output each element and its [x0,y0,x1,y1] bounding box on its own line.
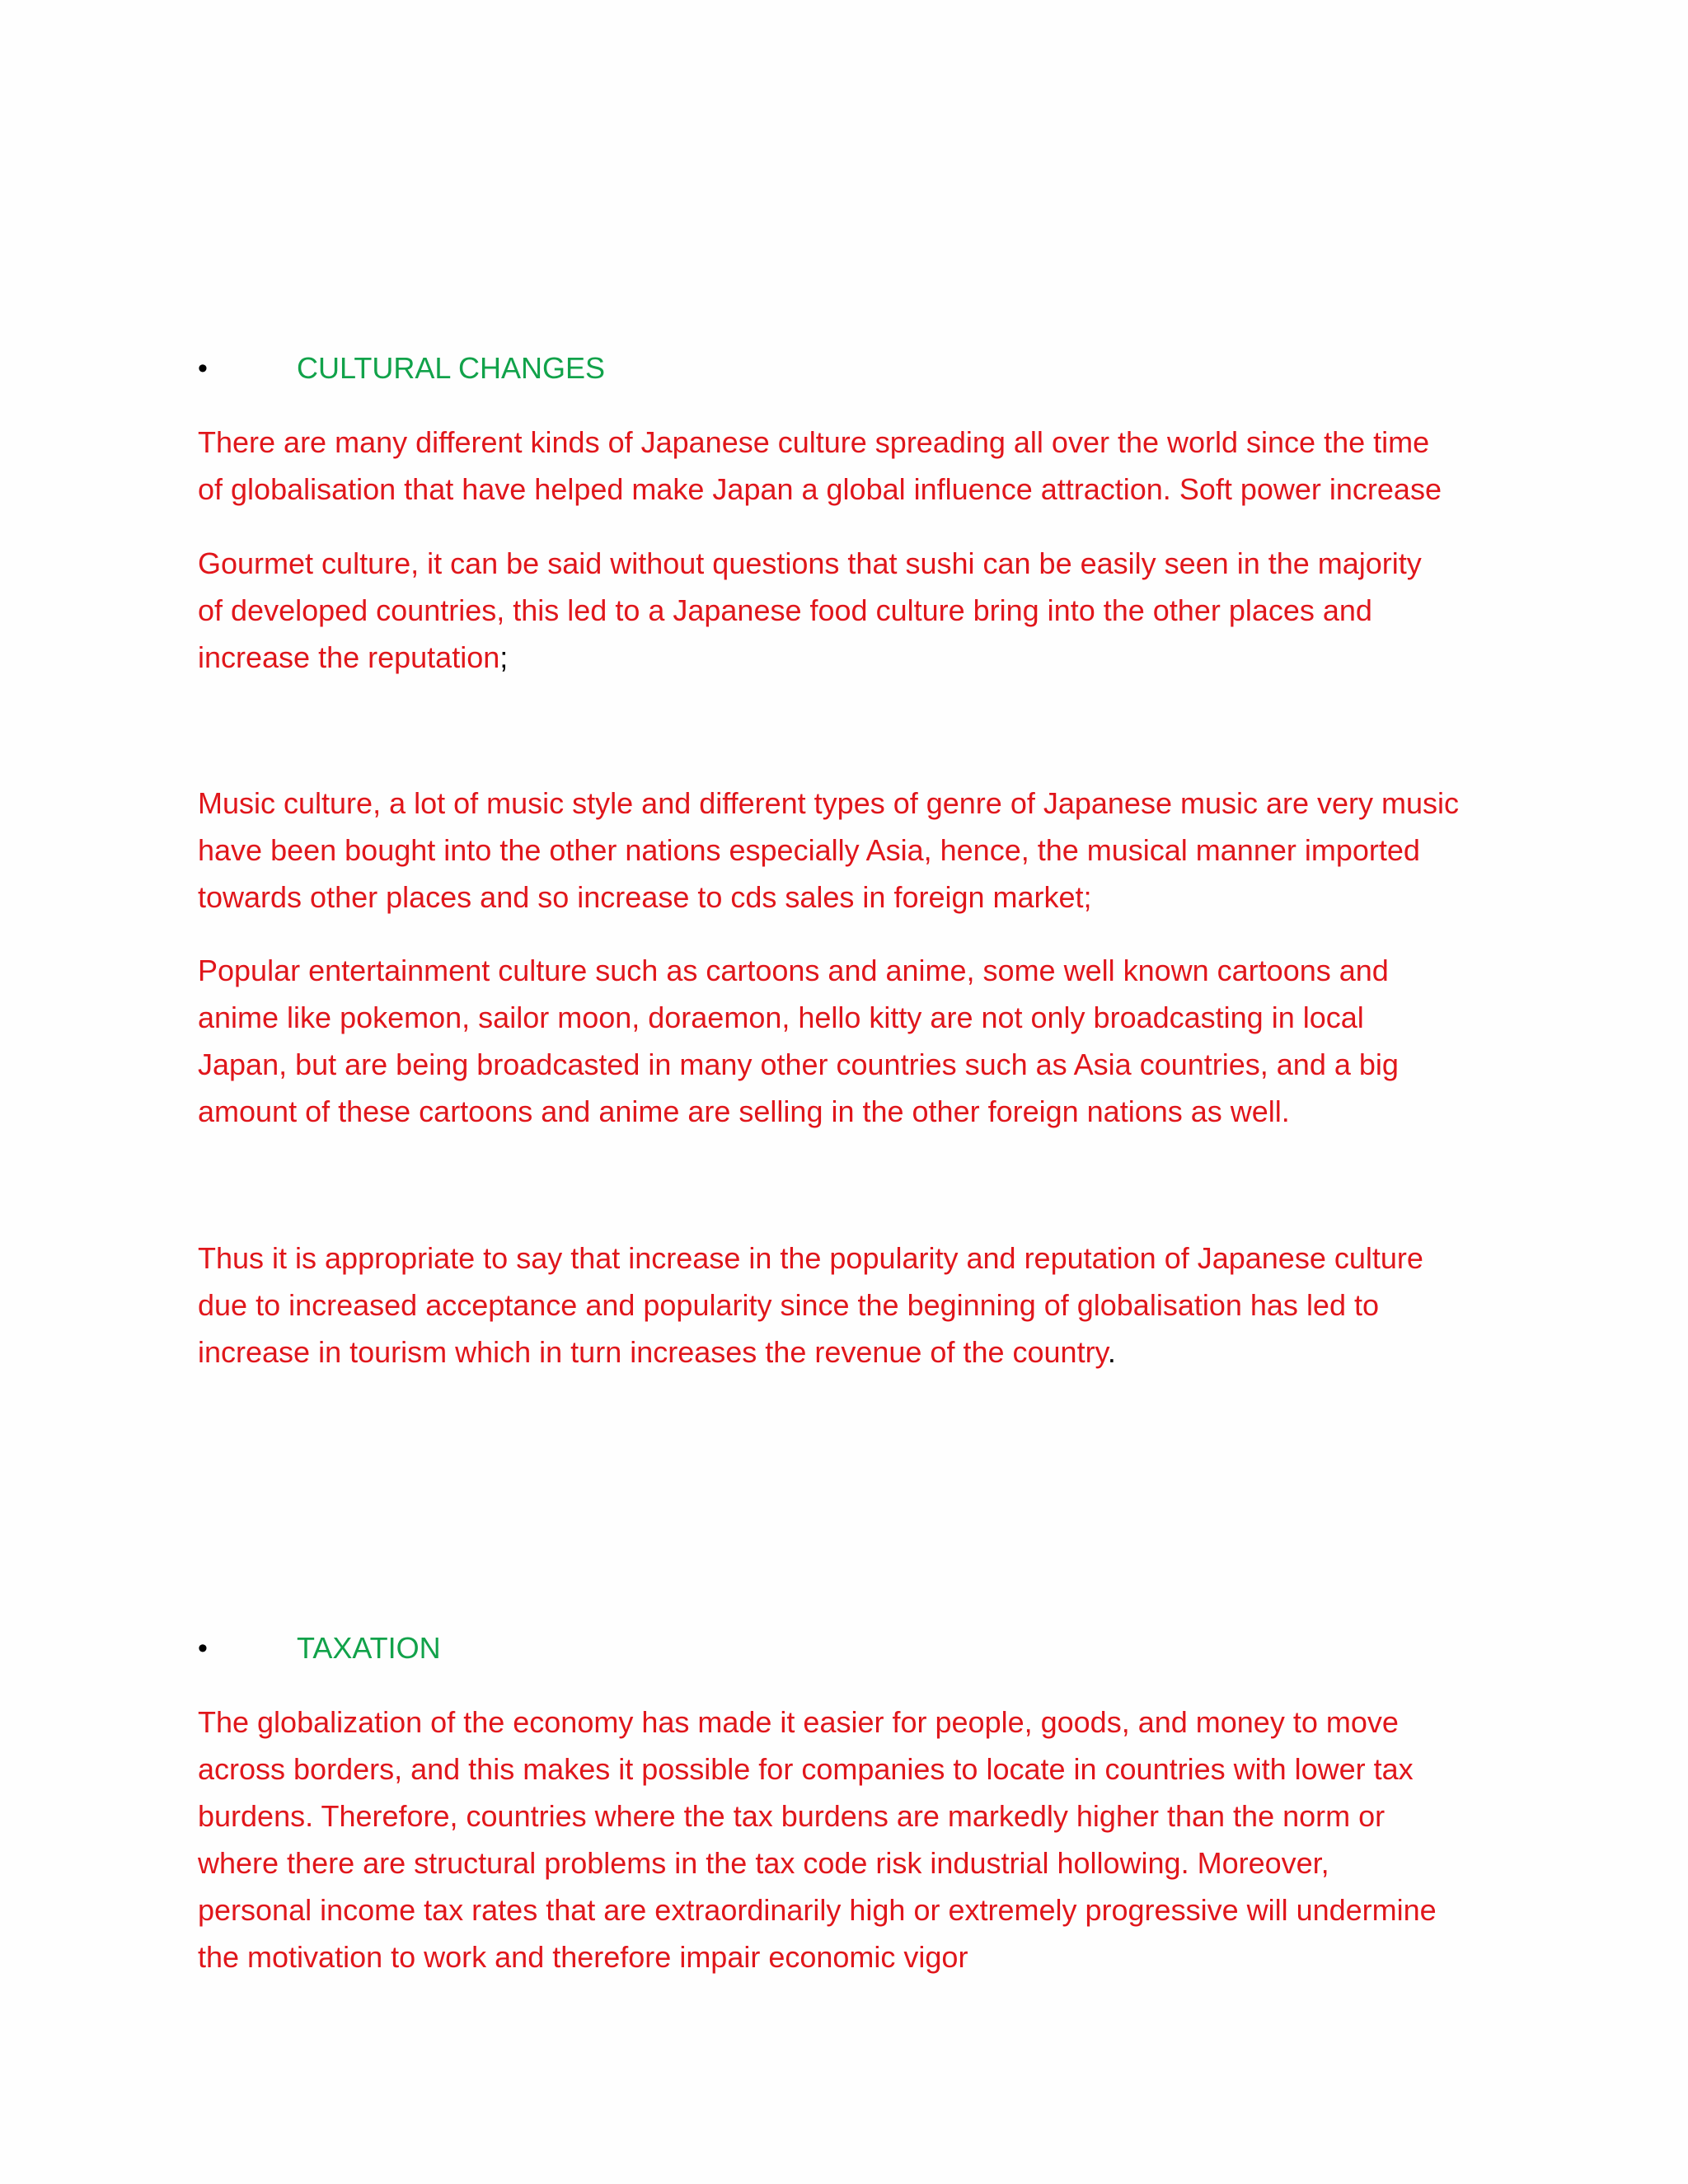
text-line: Popular entertainment culture such as cartoons and anime, some well known cartoons and [198,954,1389,987]
heading-text: TAXATION [297,1631,441,1665]
text-line: Gourmet culture, it can be said without questions that sushi can be easily seen in the majority [198,546,1422,580]
punctuation: ; [499,640,509,674]
paragraph-taxation [198,1699,1517,1980]
punctuation: . [1107,1335,1116,1369]
text-segment: increase the reputation [198,640,500,674]
text-line: have been bought into the other nations especially Asia, hence, the musical manner imported [198,833,1420,867]
paragraph-entertainment-culture [198,947,1517,1135]
paragraph-intro [198,419,1517,513]
text-line: of developed countries, this led to a Japanese food culture bring into the other places and [198,593,1372,627]
text-line: amount of these cartoons and anime are selling in the other foreign nations as well. [198,1094,1290,1128]
text-line: Thus it is appropriate to say that increase in the popularity and reputation of Japanese culture [198,1241,1423,1275]
text-line: personal income tax rates that are extraordinarily high or extremely progressive will undermine [198,1893,1437,1927]
bullet-icon: • [198,1633,208,1664]
section-heading-cultural-changes [198,350,605,387]
text-line: the motivation to work and therefore impair economic vigor [198,1940,968,1974]
text-line [198,634,1517,681]
paragraph-music-culture [198,780,1517,921]
bullet-icon: • [198,353,208,384]
text-line: The globalization of the economy has made it easier for people, goods, and money to move [198,1705,1399,1739]
text-line: due to increased acceptance and popularity since the beginning of globalisation has led to [198,1288,1380,1322]
text-line: of globalisation that have helped make Japan a global influence attraction. Soft power increase [198,472,1442,506]
text-line: anime like pokemon, sailor moon, doraemon, hello kitty are not only broadcasting in local [198,1001,1364,1034]
text-segment: increase in tourism which in turn increases the revenue of the country [198,1335,1108,1369]
heading-text: CULTURAL CHANGES [297,351,606,385]
text-line: across borders, and this makes it possible for companies to locate in countries with lower tax [198,1752,1414,1786]
text-line [198,1329,1517,1376]
text-line: towards other places and so increase to cds sales in foreign market; [198,880,1092,914]
text-line: Japan, but are being broadcasted in many other countries such as Asia countries, and a big [198,1047,1399,1081]
paragraph-gourmet-culture [198,540,1517,681]
text-line: There are many different kinds of Japanese culture spreading all over the world since the time [198,425,1430,459]
section-heading-taxation [198,1630,441,1666]
text-line: Music culture, a lot of music style and different types of genre of Japanese music are very music [198,786,1460,820]
text-line: burdens. Therefore, countries where the tax burdens are markedly higher than the norm or [198,1799,1386,1833]
text-line: where there are structural problems in the tax code risk industrial hollowing. Moreover, [198,1846,1329,1880]
paragraph-conclusion [198,1235,1517,1376]
